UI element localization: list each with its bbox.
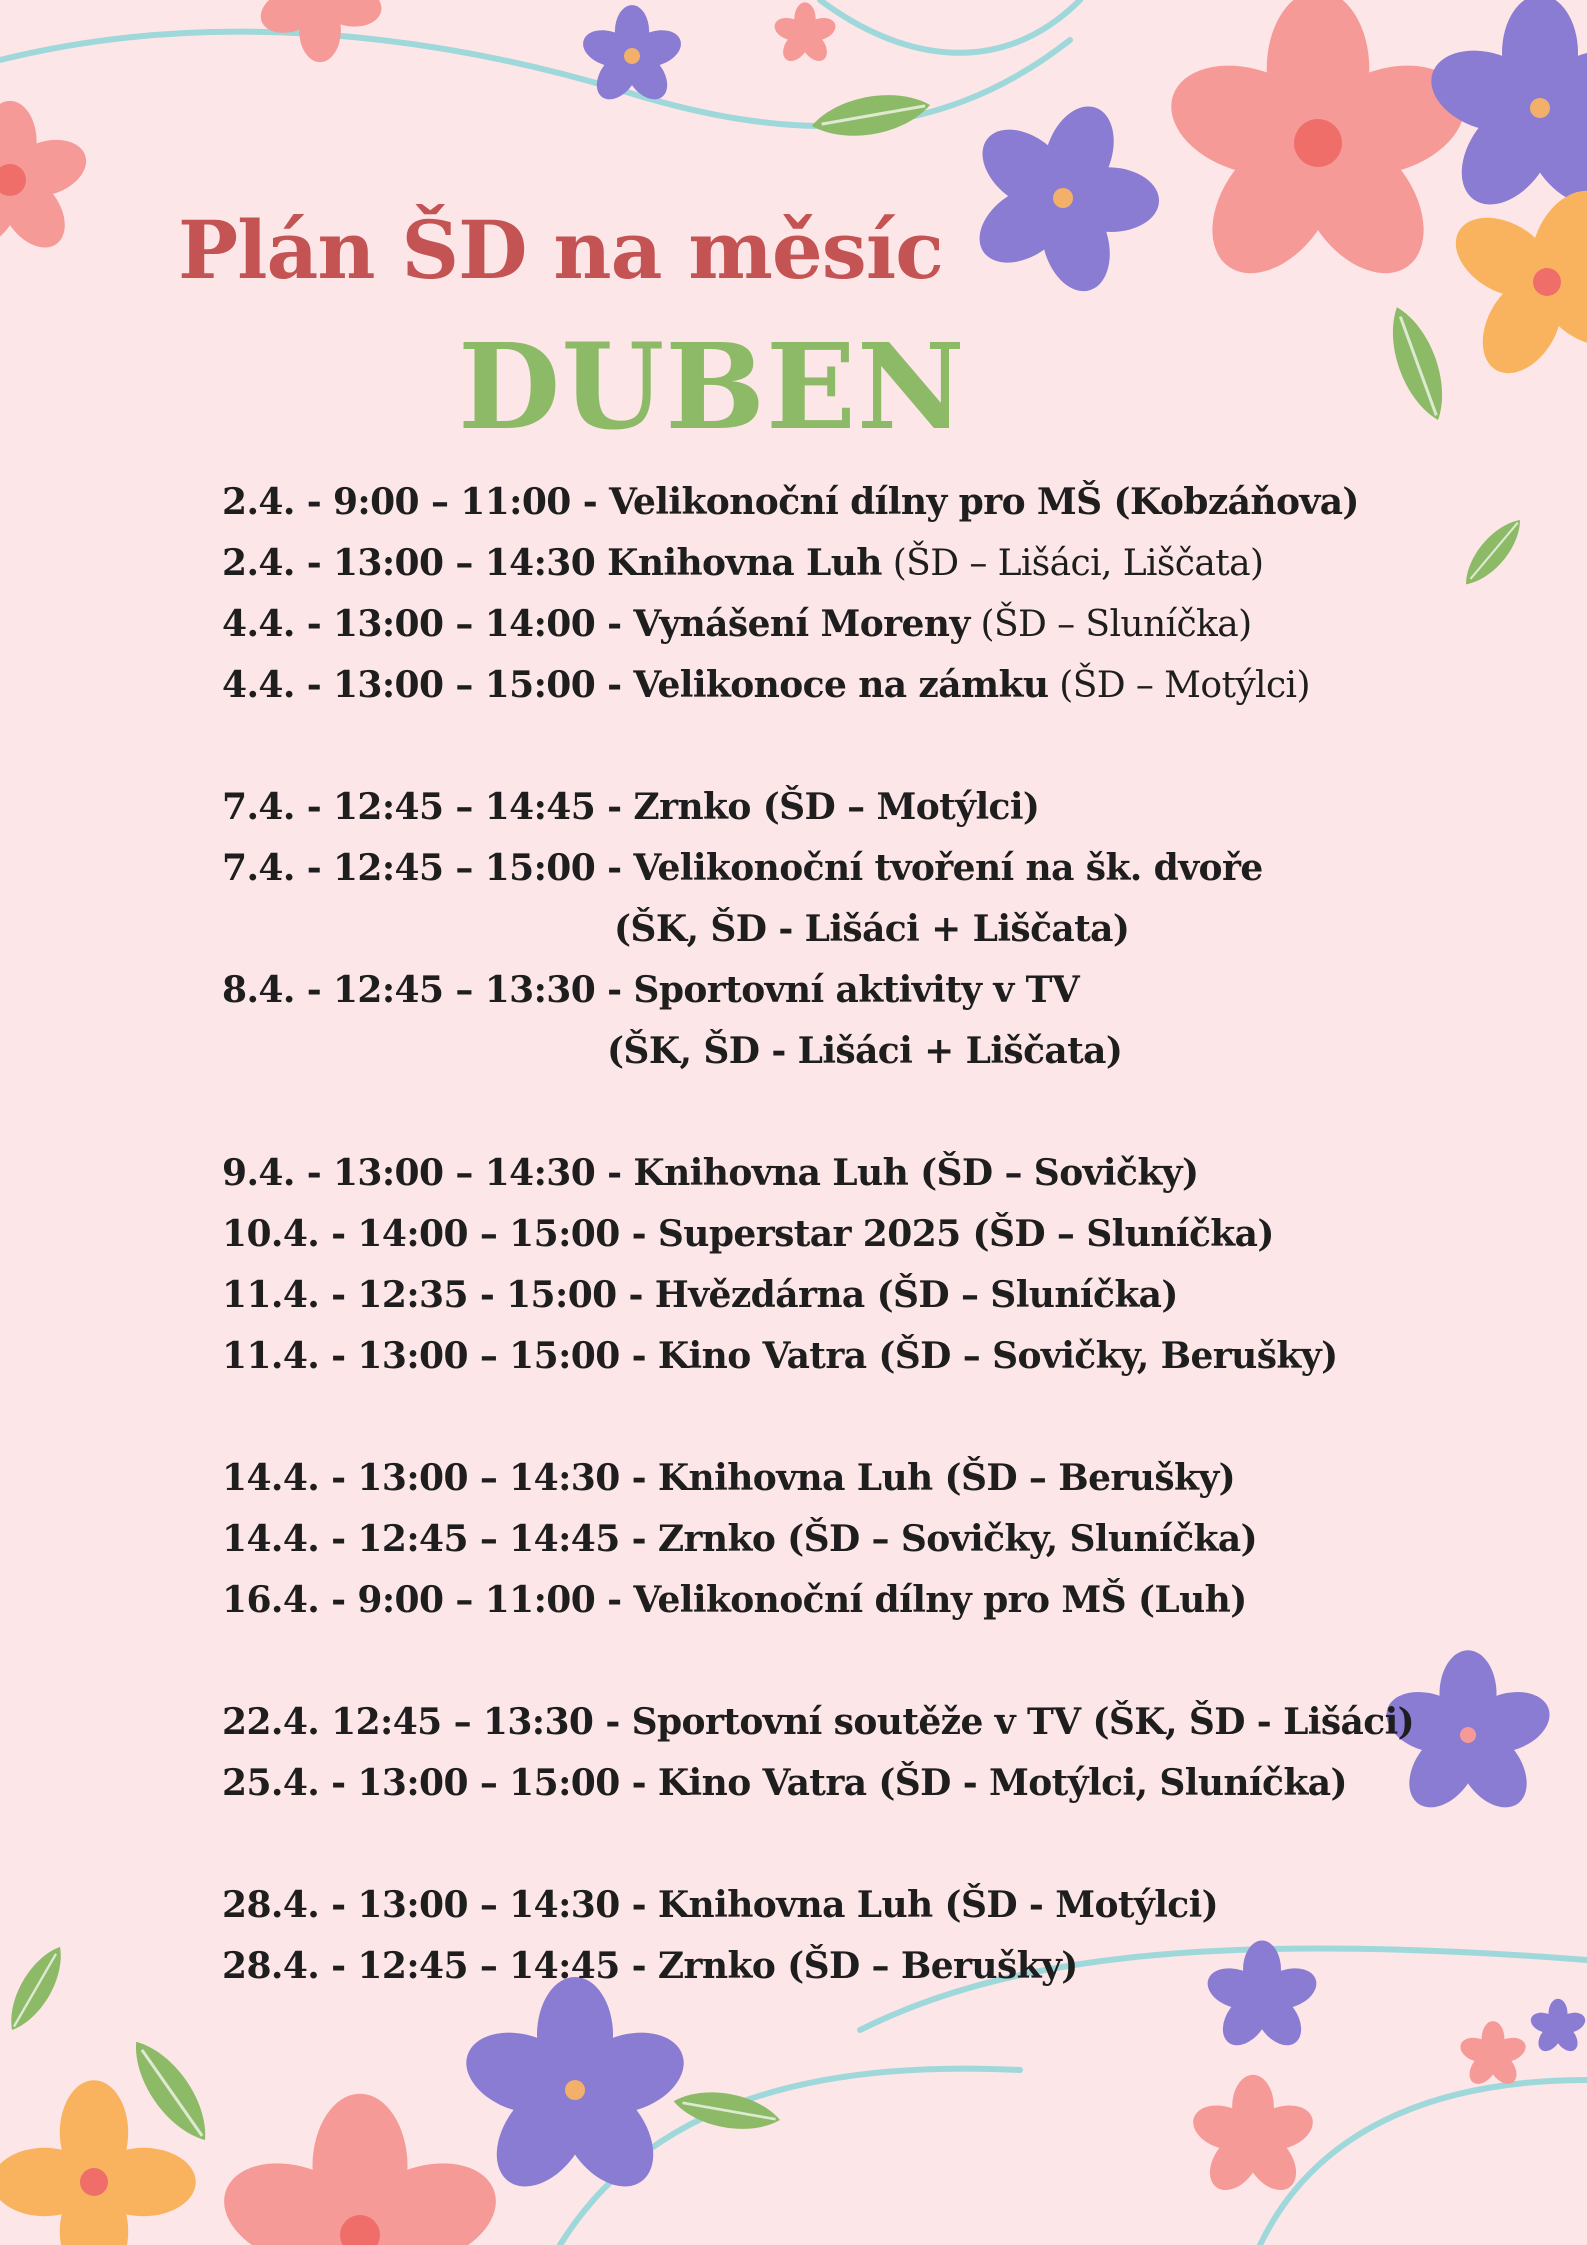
flower-icon (1157, 0, 1479, 297)
flower-icon (211, 2094, 509, 2245)
flower-icon (456, 1977, 694, 2204)
schedule-item: 14.4. - 12:45 – 14:45 - Zrnko (ŠD – Sovičky, Sluníčka) (222, 1518, 1258, 1560)
leaf-icon (809, 87, 934, 145)
schedule-item-continuation: (ŠK, ŠD - Lišáci + Liščata) (607, 1030, 1123, 1072)
flower-icon (254, 0, 384, 62)
schedule-item: 8.4. - 12:45 – 13:30 - Sportovní aktivity v TV (222, 969, 1080, 1011)
schedule-item: 11.4. - 13:00 – 15:00 - Kino Vatra (ŠD – Sovičky, Berušky) (222, 1335, 1338, 1377)
schedule-item: 16.4. - 9:00 – 11:00 - Velikonoční dílny pro MŠ (Luh) (222, 1579, 1247, 1621)
leaf-icon (1379, 301, 1455, 427)
flower-icon (1528, 1999, 1587, 2056)
schedule-item: 10.4. - 14:00 – 15:00 - Superstar 2025 (ŠD – Sluníčka) (222, 1213, 1274, 1255)
schedule-item: 7.4. - 12:45 – 15:00 - Velikonoční tvoření na šk. dvoře (222, 847, 1263, 889)
flower-icon (0, 101, 93, 260)
month-heading: DUBEN (458, 317, 966, 456)
schedule-item: 4.4. - 13:00 – 14:00 - Vynášení Moreny (ŠD – Sluníčka) (222, 603, 1252, 645)
flower-icon (772, 2, 839, 65)
schedule-item: 28.4. - 12:45 – 14:45 - Zrnko (ŠD – Berušky) (222, 1945, 1078, 1987)
schedule-list (222, 472, 1422, 1997)
leaf-icon (1456, 512, 1530, 593)
schedule-item: 22.4. 12:45 – 13:30 - Sportovní soutěže v TV (ŠK, ŠD - Lišáci) (222, 1701, 1415, 1743)
leaf-icon (0, 1939, 73, 2037)
schedule-item: 28.4. - 13:00 – 14:30 - Knihovna Luh (ŠD - Motýlci) (222, 1884, 1219, 1926)
flower-icon (1442, 177, 1587, 387)
schedule-item: 25.4. - 13:00 – 15:00 - Kino Vatra (ŠD - Motýlci, Sluníčka) (222, 1762, 1347, 1804)
schedule-item-continuation: (ŠK, ŠD - Lišáci + Liščata) (614, 908, 1130, 950)
schedule-item: 11.4. - 12:35 - 15:00 - Hvězdárna (ŠD – Sluníčka) (222, 1274, 1178, 1316)
schedule-item: 4.4. - 13:00 – 15:00 - Velikonoce na zámku (ŠD – Motýlci) (222, 664, 1310, 706)
flower-icon (1457, 2021, 1529, 2089)
schedule-item: 7.4. - 12:45 – 14:45 - Zrnko (ŠD – Motýlci) (222, 786, 1040, 828)
schedule-item: 14.4. - 13:00 – 14:30 - Knihovna Luh (ŠD – Berušky) (222, 1457, 1236, 1499)
schedule-item: 2.4. - 13:00 – 14:30 Knihovna Luh (ŠD – Lišáci, Liščata) (222, 542, 1264, 584)
schedule-item: 9.4. - 13:00 – 14:30 - Knihovna Luh (ŠD – Sovičky) (222, 1152, 1199, 1194)
page-title: Plán ŠD na měsíc (178, 203, 943, 297)
schedule-item: 2.4. - 9:00 – 11:00 - Velikonoční dílny pro MŠ (Kobzáňova) (222, 481, 1359, 523)
leaf-icon (121, 2031, 221, 2151)
